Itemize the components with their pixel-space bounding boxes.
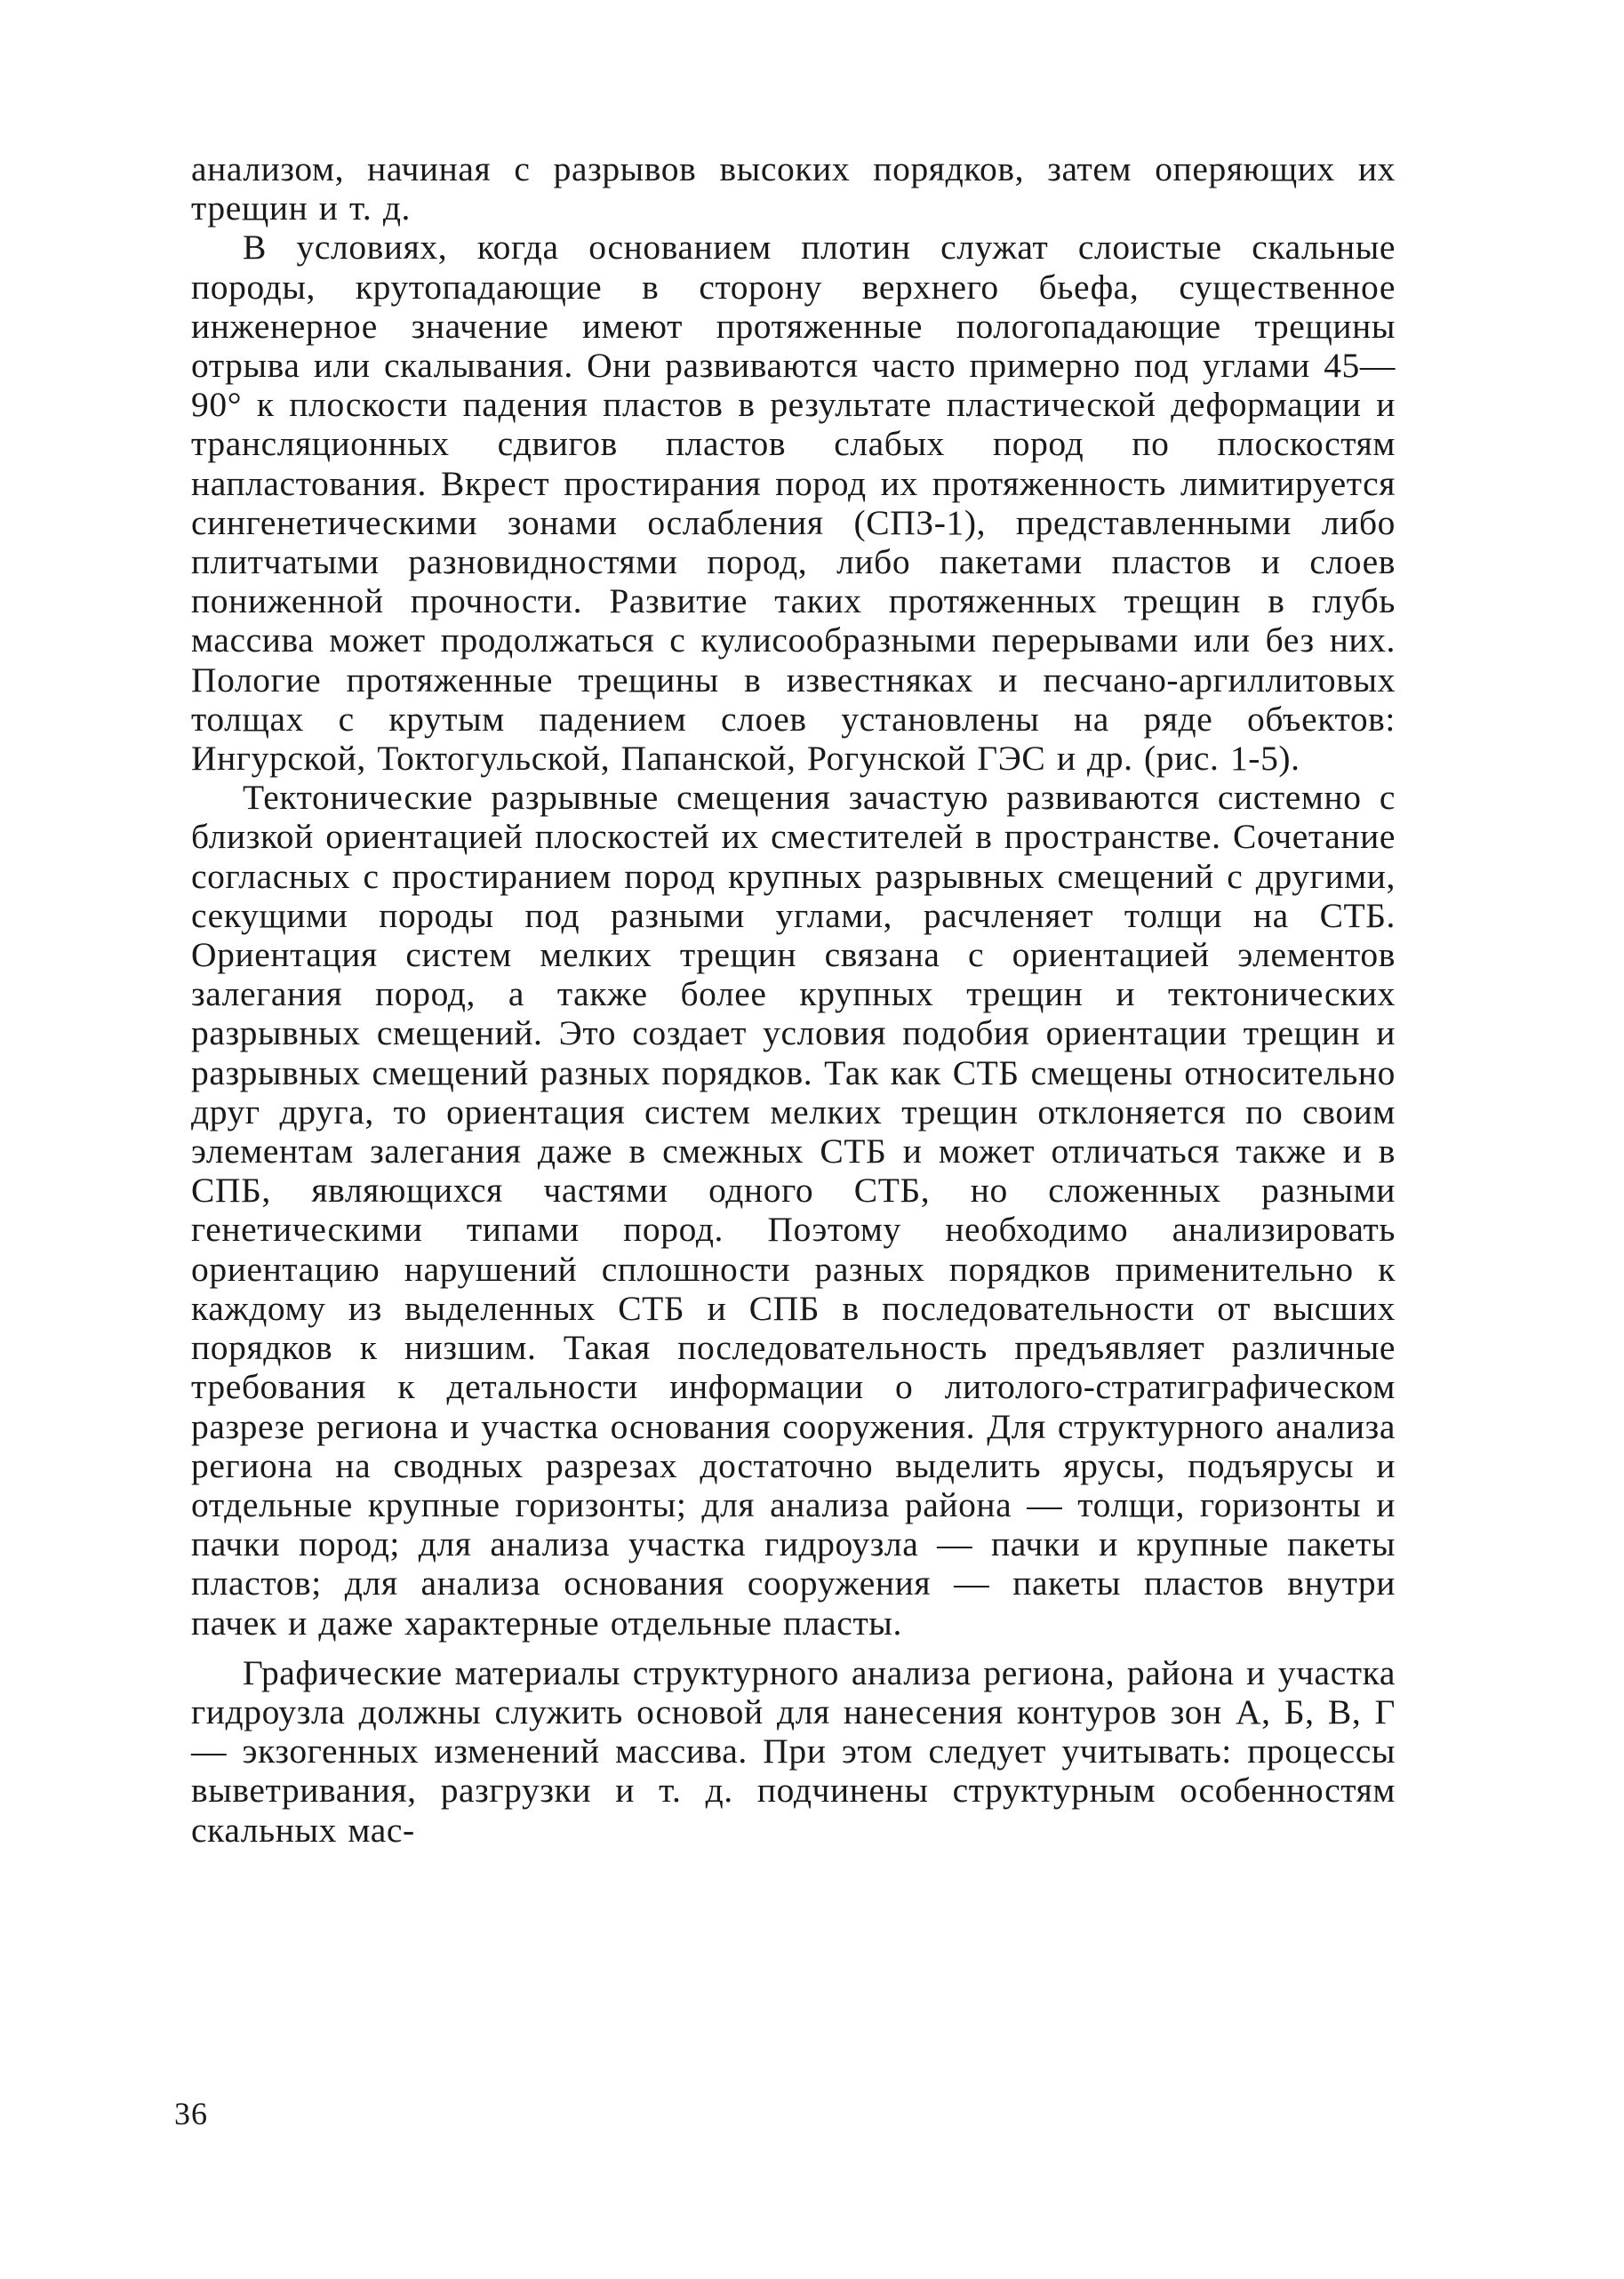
paragraph-dam-foundation-fractures: В условиях, когда основанием плотин служат слоистые скальные породы, крутопадающие в сторону верхнего бьефа, существенное инженерное значение имеют протяженные пологопадающие трещины отрыва или скалывания. Они развиваются часто примерно под углами 45—90° к плоскости падения пластов в результате пластической деформации и трансляционных сдвигов пластов слабых пород по плоскостям напластования. Вкрест простирания пород их протяженность лимитируется сингенетическими зонами ослабления (СПЗ-1), представленными либо плитчатыми разновидностями пород, либо пакетами пластов и слоев пониженной прочности. Развитие таких протяженных трещин в глубь массива может продолжаться с кулисообразными перерывами или без них. Пологие протяженные трещины в известняках и песчано-аргиллитовых толщах с крутым падением слоев установлены на ряде объектов: Ингурской, Токтогульской, Папанской, Рогунской ГЭС и др. (рис. 1-5).: [191, 228, 1396, 779]
page-number: 36: [174, 2096, 208, 2131]
paragraph-tectonic-displacements: Тектонические разрывные смещения зачастую развиваются системно с близкой ориентацией плоскостей их сместителей в пространстве. Сочетание согласных с простиранием пород крупных разрывных смещений с другими, секущими породы под разными углами, расчленяет толщи на СТБ. Ориентация систем мелких трещин связана с ориентацией элементов залегания пород, а также более крупных трещин и тектонических разрывных смещений. Это создает условия подобия ориентации трещин и разрывных смещений разных порядков. Так как СТБ смещены относительно друг друга, то ориентация систем мелких трещин отклоняется по своим элементам залегания даже в смежных СТБ и может отличаться также и в СПБ, являющихся частями одного СТБ, но сложенных разными генетическими типами пород. Поэтому необходимо анализировать ориентацию нарушений сплошности разных порядков применительно к каждому из выделенных СТБ и СПБ в последовательности от высших порядков к низшим. Такая последовательность предъявляет различные требования к детальности информации о литолого-стратиграфическом разрезе региона и участка основания сооружения. Для структурного анализа региона на сводных разрезах достаточно выделить ярусы, подъярусы и отдельные крупные горизонты; для анализа района — толщи, горизонты и пачки пород; для анализа участка гидроузла — пачки и крупные пакеты пластов; для анализа основания сооружения — пакеты пластов внутри пачек и даже характерные отдельные пласты.: [191, 778, 1396, 1643]
page-text-block: [191, 149, 1396, 1850]
paragraph-graphic-materials: Графические материалы структурного анализа региона, района и участка гидроузла должны служить основой для нанесения контуров зон А, Б, В, Г — экзогенных изменений массива. При этом следует учитывать: процессы выветривания, разгрузки и т. д. подчинены структурным особенностям скальных мас-: [191, 1652, 1396, 1850]
paragraph-continuation: анализом, начиная с разрывов высоких порядков, затем оперяющих их трещин и т. д.: [191, 149, 1396, 228]
